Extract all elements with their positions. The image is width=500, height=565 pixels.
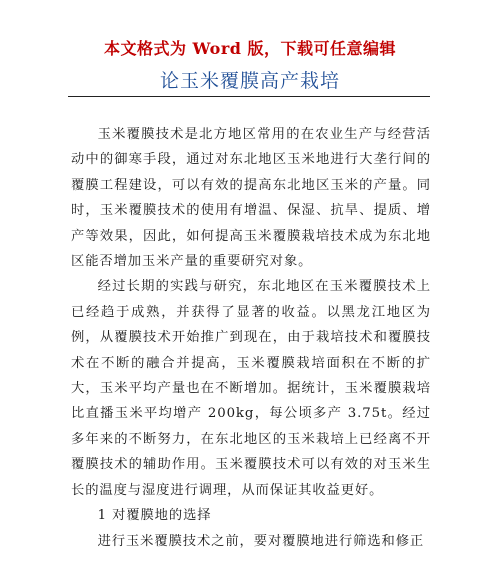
document-title: 论玉米覆膜高产栽培: [159, 70, 340, 92]
format-banner: 本文格式为 Word 版，下载可任意编辑: [103, 39, 397, 58]
body-paragraph: 经过长期的实践与研究，东北地区在玉米覆膜技术上已经趋于成熟，并获得了显著的收益。以黑龙江地区为例，从覆膜技术开始推广到现在，由于栽培技术和覆膜技术在不断的融合并提高，玉米覆膜栽培面积在不断的扩大，玉米平均产量也在不断增加。据统计，玉米覆膜栽培比直播玉米平均增产 200kg，每公顷多产 3.75t。经过多年来的不断努力，在东北地区的玉米栽培上已经离不开覆膜技术的辅助作用。玉米覆膜技术可以有效的对玉米生长的温度与湿度进行调理，从而保证其收益更好。: [71, 279, 431, 498]
body-paragraph: 玉米覆膜技术是北方地区常用的在农业生产与经营活动中的御寒手段，通过对东北地区玉米地进行大垄行间的覆膜工程建设，可以有效的提高东北地区玉米的产量。同时，玉米覆膜技术的使用有增温、保湿、抗旱、提质、增产等效果，因此，如何提高玉米覆膜栽培技术成为东北地区能否增加玉米产量的重要研究对象。: [71, 127, 431, 270]
body-paragraph: 进行玉米覆膜技术之前，要对覆膜地进行筛选和修正: [97, 533, 425, 549]
title-divider: [68, 96, 430, 97]
section-heading: 1 对覆膜地的选择: [97, 508, 212, 524]
document-body: [71, 122, 431, 554]
